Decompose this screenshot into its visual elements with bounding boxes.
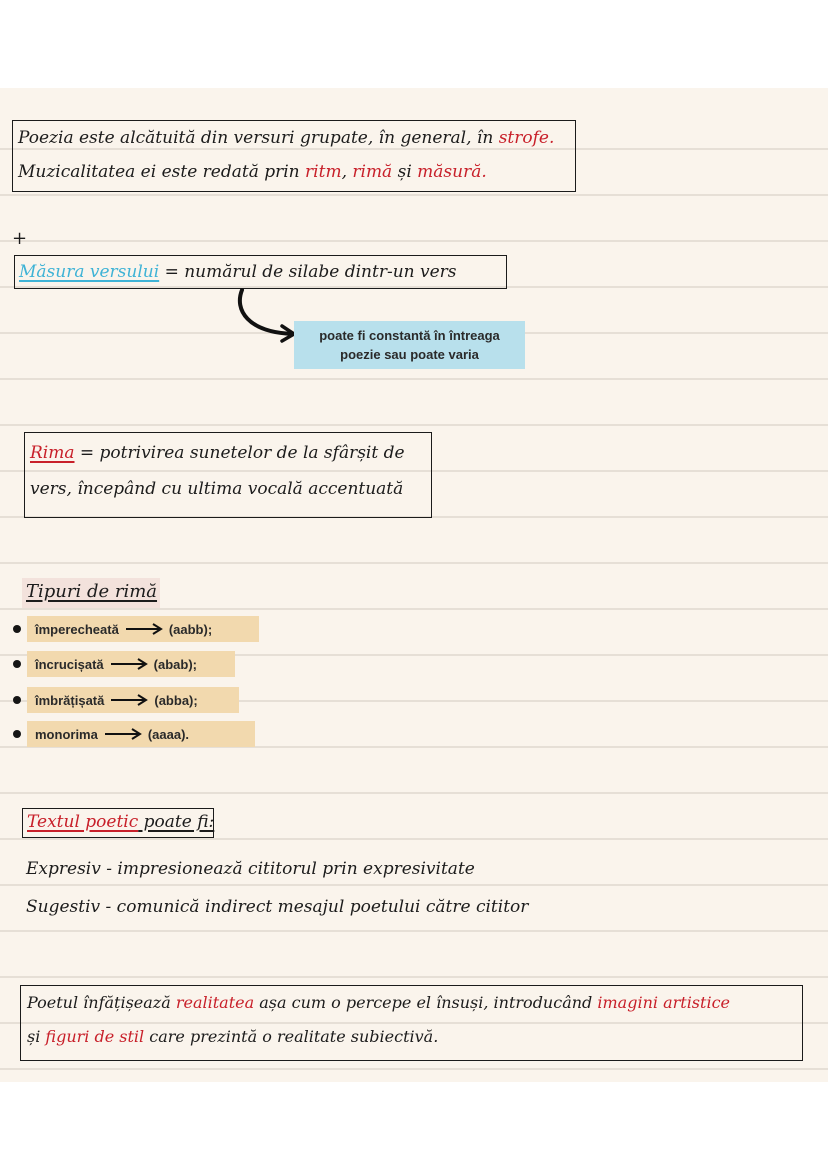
masura-term: măsură. [417,162,487,182]
figuri-term: figuri de stil [45,1027,145,1046]
masura-line [19,262,457,282]
poetul-text: și [27,1027,46,1046]
rhyme-type-item [27,687,239,713]
poetul-text: care prezintă o realitate subiectivă. [144,1027,439,1046]
strofe-term: strofe. [498,128,555,148]
bullet-icon [13,696,21,704]
expresiv-line: Expresiv - impresionează cititorul prin expresivitate [26,859,475,879]
rima-term: rimă [352,162,393,182]
poetul-line-1 [27,993,730,1012]
rima-term: Rima [30,443,75,463]
bullet-icon [13,625,21,633]
intro-text: Muzicalitatea ei este redată prin [18,162,306,182]
masura-note [294,321,525,369]
separator: , [341,162,353,182]
bullet-icon [13,660,21,668]
arrow-right-icon [110,694,148,706]
rhyme-type-name: încrucișată [35,656,104,672]
poetul-text: așa cum o percepe el însuși, introducând [254,993,598,1012]
sugestiv-line: Sugestiv - comunică indirect mesajul poetului către cititor [26,897,529,917]
rhyme-type-item [27,616,259,642]
note-line-2: poezie sau poate varia [340,347,479,362]
rima-definition: = potrivirea sunetelor de la sfârșit de [74,443,405,463]
poetul-line-2 [27,1027,438,1046]
rhyme-type-item [27,721,255,747]
note-line-1: poate fi constantă în întreaga [319,328,500,343]
arrow-right-icon [110,658,148,670]
masura-term: Măsura versului [19,262,160,282]
arrow-right-icon [104,728,142,740]
intro-line-2 [18,162,487,182]
masura-definition: = numărul de silabe dintr-un vers [159,262,457,282]
realitatea-term: realitatea [175,993,255,1012]
intro-text: Poezia este alcătuită din versuri grupate, în general, în [18,128,499,148]
rima-line-1 [30,443,405,463]
rhyme-scheme: (abba); [154,692,198,708]
rhyme-scheme: (aabb); [168,621,213,637]
rhyme-type-name: monorima [35,726,98,742]
intro-line-1 [18,128,554,148]
rhyme-scheme: (aaaa). [147,726,190,742]
heading-rest: poate fi: [138,812,215,832]
conjunction: și [392,162,418,182]
textul-heading [27,812,214,832]
arrow-right-icon [125,623,163,635]
rhyme-type-name: îmbrățișată [35,692,105,708]
tipuri-heading: Tipuri de rimă [26,581,158,602]
rhyme-type-name: împerecheată [35,621,119,637]
curved-arrow-icon [230,288,300,348]
textul-poetic-term: Textul poetic [27,812,139,832]
rima-line-2: vers, începând cu ultima vocală accentuată [30,479,404,499]
poetul-text: Poetul înfățișează [27,993,176,1012]
ritm-term: ritm [305,162,342,182]
rhyme-scheme: (abab); [153,656,197,672]
rhyme-type-item [27,651,235,677]
imagini-term: imagini artistice [597,993,730,1012]
star-mark: + [12,228,28,249]
bullet-icon [13,730,21,738]
